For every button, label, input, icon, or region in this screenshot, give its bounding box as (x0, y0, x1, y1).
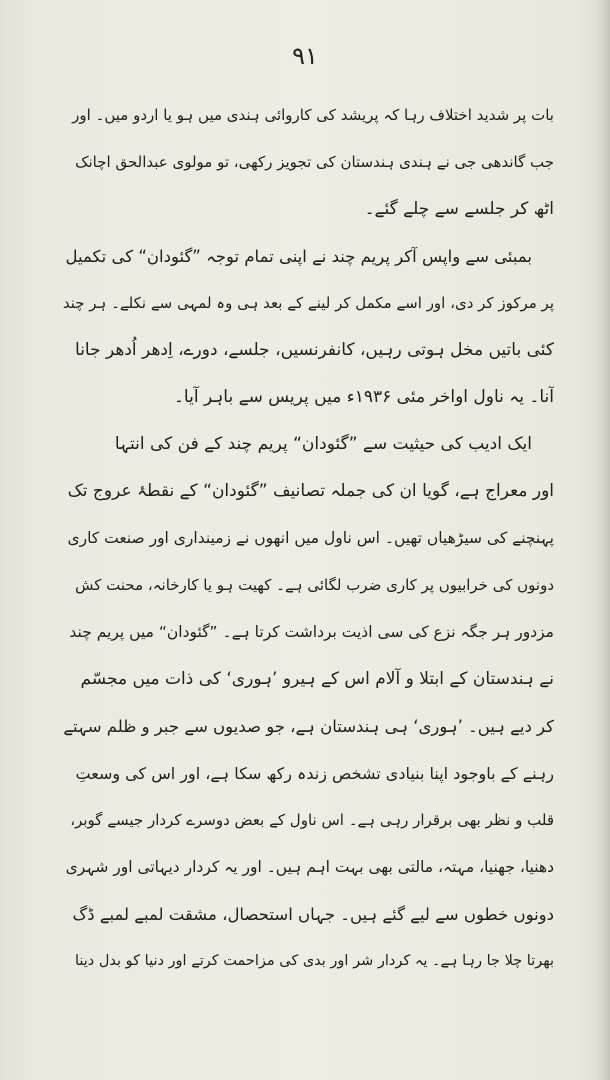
text-line: مزدور ہر جگہ نزع کی سی اذیت برداشت کرتا ہے۔ ”گئودان“ میں پریم چند (69, 623, 554, 641)
text-line: اٹھ کر جلسے سے چلے گئے۔ (364, 199, 554, 219)
text-line: پر مرکوز کر دی، اور اسے مکمل کر لینے کے بعد ہی وہ لمہی سے نکلے۔ ہر چند (62, 294, 554, 312)
text-line: پہنچنے کی سیڑھیاں تھیں۔ اس ناول میں انھوں نے زمینداری اور صنعت کاری (67, 529, 554, 547)
text-line: بھرتا چلا جا رہا ہے۔ یہ کردار شر اور بدی کی مزاحمت کرتے اور دنیا کو بدل دینا (74, 953, 554, 969)
text-line: بات پر شدید اختلاف رہا کہ پریشد کی کاروائی ہندی میں ہو یا اردو میں۔ اور (72, 106, 554, 124)
text-line: دھنیا، جھنیا، مہتہ، مالتی بھی بہت اہم ہیں۔ اور یہ کردار دیہاتی اور شہری (65, 858, 554, 876)
text-line: دونوں خطوں سے لیے گئے ہیں۔ جہاں استحصال، مشقت لمبے لمبے ڈگ (72, 905, 554, 924)
text-line: اور معراج ہے، گویا ان کی جملہ تصانیف ”گئودان“ کے نقطۂ عروج تک (67, 481, 554, 501)
page-number: ۹۱ (292, 42, 318, 70)
text-line: آنا۔ یہ ناول اواخر مئی ۱۹۳۶ء میں پریس سے باہر آیا۔ (173, 387, 554, 407)
page-body-text (62, 92, 554, 985)
text-line: جب گاندھی جی نے ہندی ہندستان کی تجویز رکھی، تو مولوی عبدالحق اچانک (75, 153, 554, 171)
text-line: کئی باتیں مخل ہوتی رہیں، کانفرنسیں، جلسے، دورے، اِدھر اُدھر جانا (75, 340, 554, 360)
text-line: نے ہندستان کے ابتلا و آلام اس کے ہیرو ’ہوری‘ کی ذات میں مجسّم (80, 669, 554, 689)
paragraph-start-line: ایک ادیب کی حیثیت سے ”گئودان“ پریم چند کے فن کی انتہا (114, 434, 532, 454)
page-edge-shadow (596, 0, 610, 1080)
text-line: رہنے کے باوجود اپنا بنیادی تشخص زندہ رکھ سکا ہے، اور اس کی وسعتِ (75, 764, 554, 783)
text-line: کر دیے ہیں۔ ’ہوری‘ ہی ہندستان ہے، جو صدیوں سے جبر و ظلم سہتے (63, 717, 554, 736)
text-line: دونوں کی خرابیوں پر کاری ضرب لگائی ہے۔ کھیت ہو یا کارخانہ، محنت کش (75, 576, 554, 594)
text-line: قلب و نظر بھی برقرار رہی ہے۔ اس ناول کے بعض دوسرے کردار جیسے گوبر، (70, 811, 554, 829)
paragraph-start-line: بمبئی سے واپس آکر پریم چند نے اپنی تمام توجہ ”گئودان“ کی تکمیل (65, 247, 532, 266)
